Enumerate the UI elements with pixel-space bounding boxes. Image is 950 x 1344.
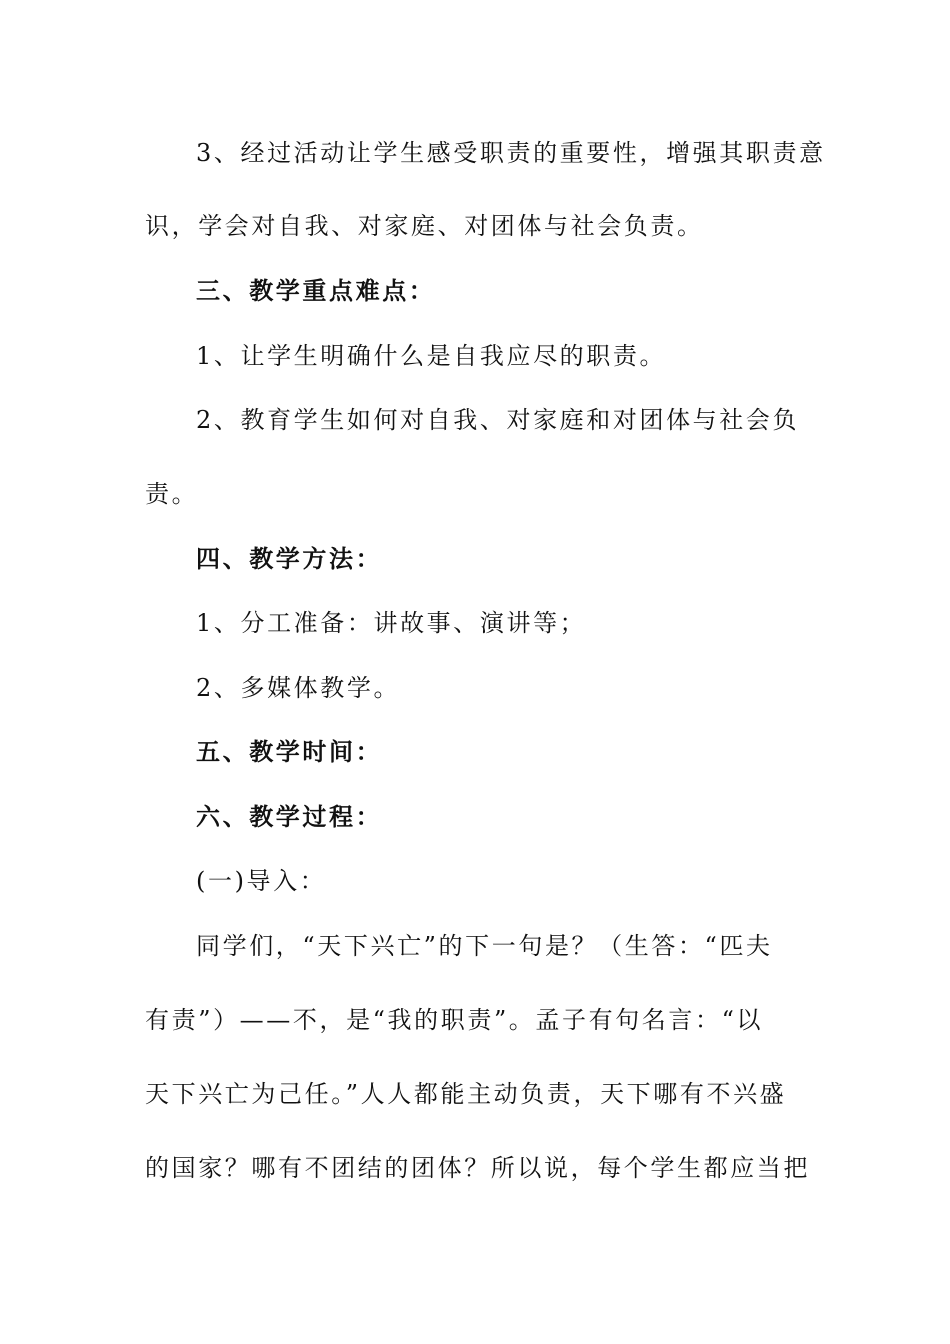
section-heading-process: 六、教学过程： bbox=[196, 802, 383, 831]
section-heading-methods: 四、教学方法： bbox=[196, 544, 383, 573]
section-heading-key-points: 三、教学重点难点： bbox=[196, 276, 436, 305]
subsection-intro: (一)导入： bbox=[196, 867, 327, 895]
intro-paragraph-line-3: 天下兴亡为己任。”人人都能主动负责，天下哪有不兴盛 bbox=[145, 1080, 787, 1108]
paragraph-objective-3-line-1: 3、经过活动让学生感受职责的重要性，增强其职责意 bbox=[196, 139, 826, 167]
key-point-2-line-2: 责。 bbox=[145, 480, 199, 508]
section-heading-time: 五、教学时间： bbox=[196, 737, 383, 766]
paragraph-objective-3-line-2: 识，学会对自我、对家庭、对团体与社会负责。 bbox=[145, 212, 704, 240]
intro-paragraph-line-1: 同学们，“天下兴亡”的下一句是？（生答：“匹夫 bbox=[196, 932, 773, 960]
intro-paragraph-line-4: 的国家？哪有不团结的团体？所以说，每个学生都应当把 bbox=[145, 1154, 810, 1182]
method-1: 1、分工准备：讲故事、演讲等； bbox=[196, 609, 587, 637]
key-point-1: 1、让学生明确什么是自我应尽的职责。 bbox=[196, 342, 667, 370]
key-point-2-line-1: 2、教育学生如何对自我、对家庭和对团体与社会负 bbox=[196, 406, 800, 434]
intro-paragraph-line-2: 有责”）——不，是“我的职责”。孟子有句名言：“以 bbox=[145, 1006, 764, 1034]
method-2: 2、多媒体教学。 bbox=[196, 674, 401, 702]
